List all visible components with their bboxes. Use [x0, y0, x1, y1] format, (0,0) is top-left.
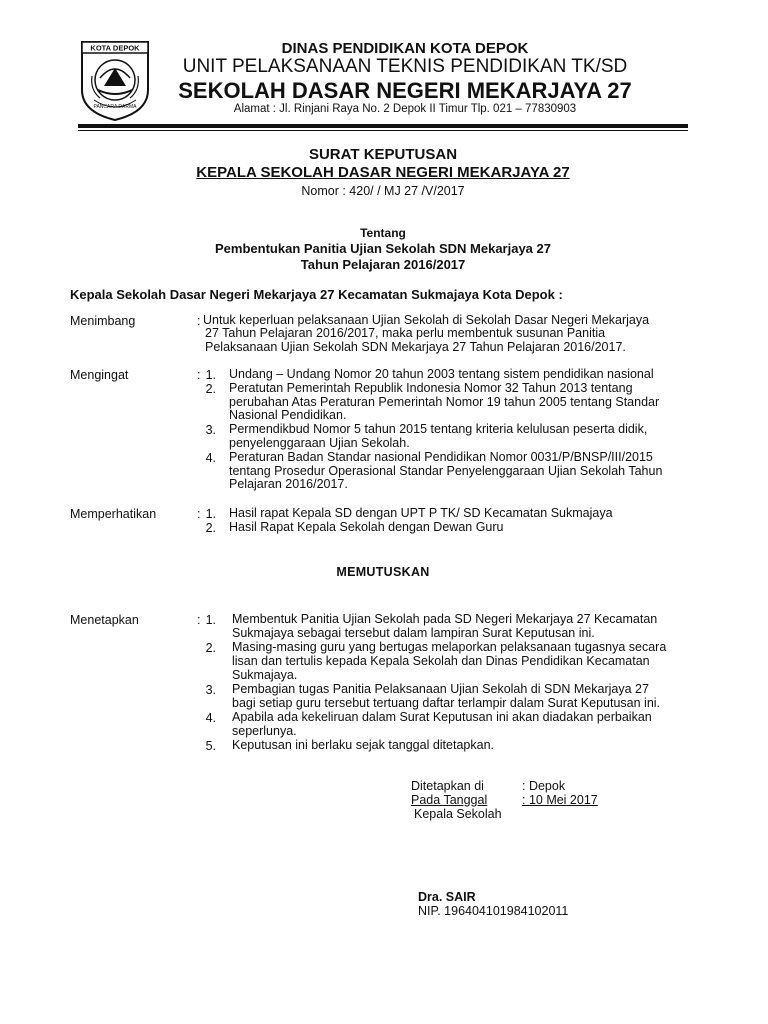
mengingat-colon: :: [197, 368, 201, 382]
list-number: 4.: [205, 711, 216, 725]
list-number: 3.: [205, 423, 216, 437]
menimbang-colon: :: [197, 314, 201, 328]
memperhatikan-label: Memperhatikan: [70, 507, 157, 521]
list-number: 1.: [205, 613, 216, 627]
jabatan: Kepala Sekolah: [414, 807, 502, 821]
list-number: 4.: [205, 451, 216, 465]
signatory-name: Dra. SAIR: [418, 890, 476, 904]
list-item: Permendikbud Nomor 5 tahun 2015 tentang kriteria kelulusan peserta didik,: [229, 422, 648, 436]
kota-depok-emblem: [78, 38, 152, 122]
list-number: 1.: [205, 368, 216, 382]
list-item: Hasil rapat Kepala SD dengan UPT P TK/ SD Kecamatan Sukmajaya: [229, 506, 613, 520]
list-item: Peratutan Pemerintah Republik Indonesia Nomor 32 Tahun 2013 tentang: [229, 381, 633, 395]
menetapkan-label: Menetapkan: [70, 613, 139, 627]
tentang-label: Tentang: [360, 226, 406, 240]
list-number: 2.: [205, 382, 216, 396]
letterhead-rule-thin: [78, 130, 688, 131]
list-item: Hasil Rapat Kepala Sekolah dengan Dewan Guru: [229, 520, 504, 534]
menimbang-label: Menimbang: [70, 314, 136, 328]
document-subtitle: KEPALA SEKOLAH DASAR NEGERI MEKARJAYA 27: [196, 164, 570, 181]
list-number: 2.: [205, 641, 216, 655]
list-number: 2.: [205, 521, 216, 535]
letterhead-agency: DINAS PENDIDIKAN KOTA DEPOK: [281, 40, 529, 57]
list-item: tentang Prosedur Operasional Standar Penyelenggaraan Ujian Sekolah Tahun: [229, 464, 663, 478]
list-item: Pembagian tugas Panitia Pelaksanaan Ujian Sekolah di SDN Mekarjaya 27: [232, 682, 649, 696]
menimbang-line: 27 Tahun Pelajaran 2016/2017, maka perlu membentuk susunan Panitia: [205, 326, 606, 340]
ditetapkan-label: Ditetapkan di: [411, 779, 484, 793]
menimbang-line: Pelaksanaan Ujian Sekolah SDN Mekarjaya 27 Tahun Pelajaran 2016/2017.: [205, 340, 626, 354]
tanggal-value: : 10 Mei 2017: [522, 793, 598, 807]
memperhatikan-colon: :: [197, 507, 201, 521]
svg-text:KOTA DEPOK: KOTA DEPOK: [90, 43, 140, 53]
svg-text:PANCARA DARMA: PANCARA DARMA: [93, 104, 137, 110]
list-number: 5.: [205, 739, 216, 753]
letterhead-unit: UNIT PELAKSANAAN TEKNIS PENDIDIKAN TK/SD: [182, 56, 628, 77]
list-number: 1.: [205, 507, 216, 521]
list-item: Keputusan ini berlaku sejak tanggal ditetapkan.: [232, 738, 494, 752]
list-item: Membentuk Panitia Ujian Sekolah pada SD Negeri Mekarjaya 27 Kecamatan: [232, 612, 658, 626]
list-item: penyelenggaraan Ujian Sekolah.: [229, 436, 410, 450]
menetapkan-colon: :: [197, 613, 201, 627]
list-item: lisan dan tertulis kepada Kepala Sekolah dan Dinas Pendidikan Kecamatan: [232, 654, 650, 668]
list-number: 3.: [205, 683, 216, 697]
letterhead-address: Alamat : Jl. Rinjani Raya No. 2 Depok II Timur Tlp. 021 – 77830903: [233, 103, 577, 115]
menimbang-line: Untuk keperluan pelaksanaan Ujian Sekolah di Sekolah Dasar Negeri Mekarjaya: [203, 313, 650, 327]
list-item: Undang – Undang Nomor 20 tahun 2003 tentang sistem pendidikan nasional: [229, 367, 654, 381]
list-item: Apabila ada kekeliruan dalam Surat Keputusan ini akan diadakan perbaikan: [232, 710, 652, 724]
signatory-nip: NIP. 196404101984102011: [418, 904, 569, 918]
letterhead-rule: [78, 124, 688, 128]
document-number: Nomor : 420/ / MJ 27 /V/2017: [301, 184, 465, 198]
list-item: bagi setiap guru tersebut tertuang daftar terlampir dalam Surat Keputusan ini.: [232, 696, 661, 710]
subject-line-1: Pembentukan Panitia Ujian Sekolah SDN Mekarjaya 27: [215, 241, 551, 256]
list-item: Sukmajaya sebagai tersebut dalam lampiran Surat Keputusan ini.: [232, 626, 595, 640]
document-title: SURAT KEPUTUSAN: [308, 146, 458, 163]
list-item: Masing-masing guru yang bertugas melaporkan pelaksanaan tugasnya secara: [232, 640, 667, 654]
subject-line-2: Tahun Pelajaran 2016/2017: [300, 257, 466, 272]
letterhead-school: SEKOLAH DASAR NEGERI MEKARJAYA 27: [178, 78, 632, 103]
list-item: seperlunya.: [232, 724, 297, 738]
list-item: Nasional Pendidikan.: [229, 408, 347, 422]
tanggal-label: Pada Tanggal: [411, 793, 488, 807]
memutuskan-heading: MEMUTUSKAN: [336, 565, 430, 579]
list-item: Peraturan Badan Standar nasional Pendidikan Nomor 0031/P/BNSP/III/2015: [229, 450, 653, 464]
list-item: perubahan Atas Peraturan Pemerintah Nomor 19 tahun 2005 tentang Standar: [229, 395, 660, 409]
intro-line: Kepala Sekolah Dasar Negeri Mekarjaya 27 Kecamatan Sukmajaya Kota Depok :: [70, 287, 563, 302]
list-item: Sukmajaya.: [232, 668, 298, 682]
ditetapkan-value: : Depok: [522, 779, 566, 793]
list-item: Pelajaran 2016/2017.: [229, 477, 348, 491]
mengingat-label: Mengingat: [70, 368, 129, 382]
